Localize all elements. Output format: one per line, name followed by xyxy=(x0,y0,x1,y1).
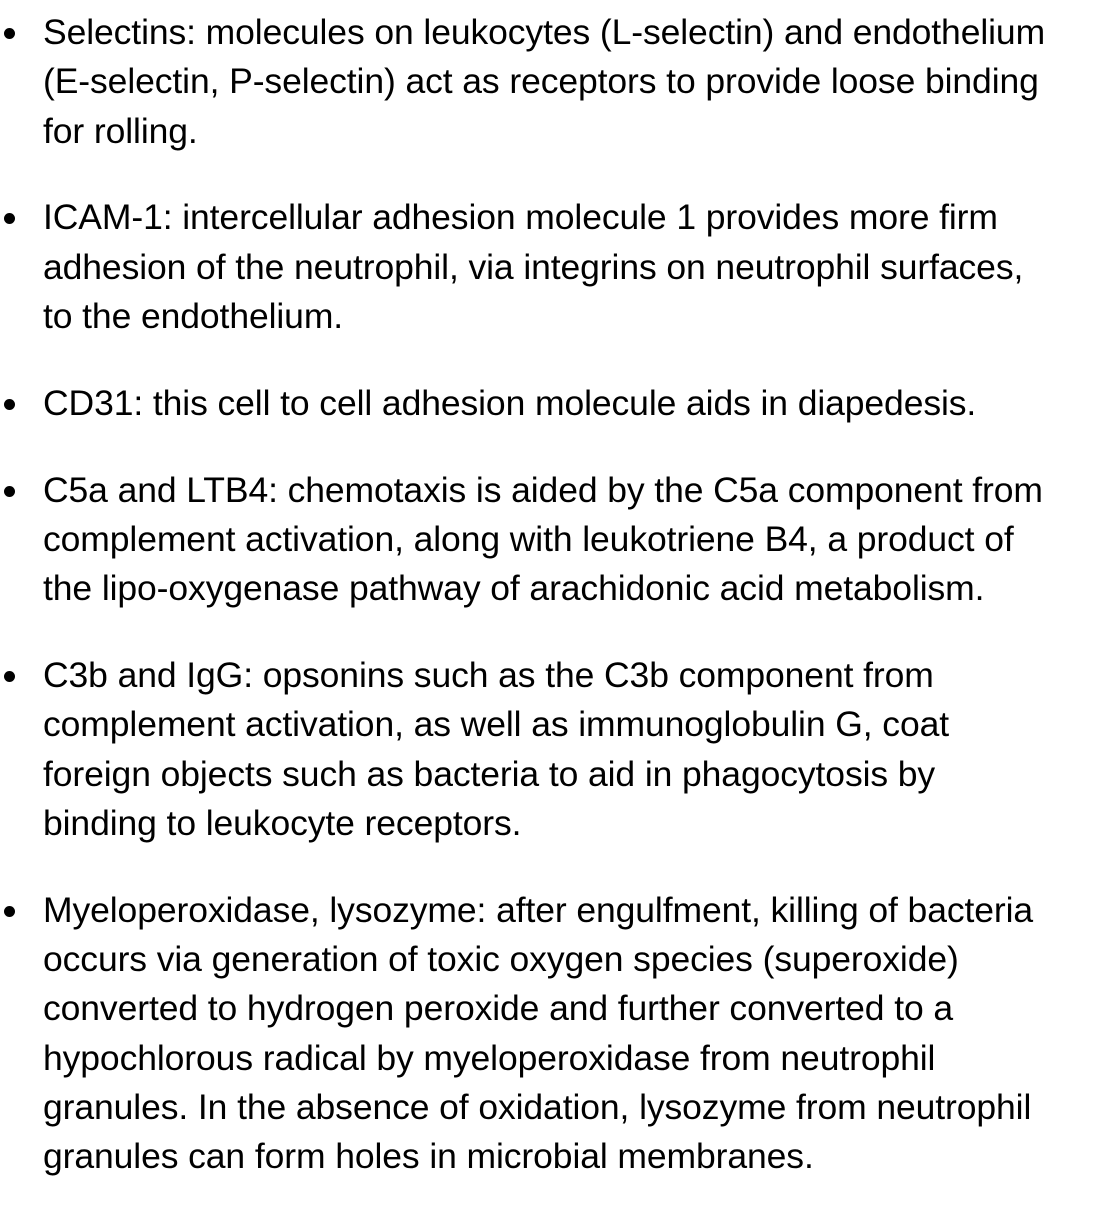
bullet-text-line: foreign objects such as bacteria to aid in phagocytosis by xyxy=(43,753,936,794)
bullet-item-c3b-igg xyxy=(0,651,1119,848)
bullet-text-line: for rolling. xyxy=(43,110,198,151)
bullet-item-myeloperoxidase-lysozyme xyxy=(0,886,1119,1182)
bullet-text-line: granules. In the absence of oxidation, lysozyme from neutrophil xyxy=(43,1086,1032,1127)
bullet-text-line: Selectins: molecules on leukocytes (L-selectin) and endothelium xyxy=(43,12,1046,52)
bullet-text-line: complement activation, along with leukotriene B4, a product of xyxy=(43,518,1014,559)
bullet-item-c5a-ltb4 xyxy=(0,466,1119,614)
bullet-text-line: occurs via generation of toxic oxygen species (superoxide) xyxy=(43,938,959,979)
bullet-dot-icon xyxy=(4,906,15,917)
bullet-text-line: hypochlorous radical by myeloperoxidase from neutrophil xyxy=(43,1037,936,1078)
bullet-text-line: CD31: this cell to cell adhesion molecule aids in diapedesis. xyxy=(43,382,977,423)
bullet-text-line: to the endothelium. xyxy=(43,295,344,336)
bullet-dot-icon xyxy=(4,399,15,410)
bullet-list xyxy=(0,8,1119,1219)
bullet-text-line: granules can form holes in microbial membranes. xyxy=(43,1136,814,1177)
bullet-text-line: (E-selectin, P-selectin) act as receptors to provide loose binding xyxy=(43,61,1039,102)
bullet-item-selectins xyxy=(0,8,1119,156)
bullet-text-line: Myeloperoxidase, lysozyme: after engulfment, killing of bacteria xyxy=(43,889,1034,930)
bullet-text-line: ICAM-1: intercellular adhesion molecule 1 provides more firm xyxy=(43,197,998,238)
bullet-dot-icon xyxy=(4,28,15,39)
bullet-text-line: converted to hydrogen peroxide and further converted to a xyxy=(43,988,954,1029)
bullet-text-line: C5a and LTB4: chemotaxis is aided by the C5a component from xyxy=(43,469,1043,510)
bullet-dot-icon xyxy=(4,671,15,682)
bullet-item-icam-1 xyxy=(0,193,1119,341)
bullet-text-line: C3b and IgG: opsonins such as the C3b component from xyxy=(43,654,934,695)
bullet-item-cd31 xyxy=(0,379,1119,428)
bullet-dot-icon xyxy=(4,213,15,224)
bullet-dot-icon xyxy=(4,486,15,497)
bullet-text-line: adhesion of the neutrophil, via integrins on neutrophil surfaces, xyxy=(43,246,1024,287)
bullet-text-line: the lipo-oxygenase pathway of arachidonic acid metabolism. xyxy=(43,568,985,609)
bullet-text-line: complement activation, as well as immunoglobulin G, coat xyxy=(43,704,949,745)
bullet-text-line: binding to leukocyte receptors. xyxy=(43,802,522,843)
